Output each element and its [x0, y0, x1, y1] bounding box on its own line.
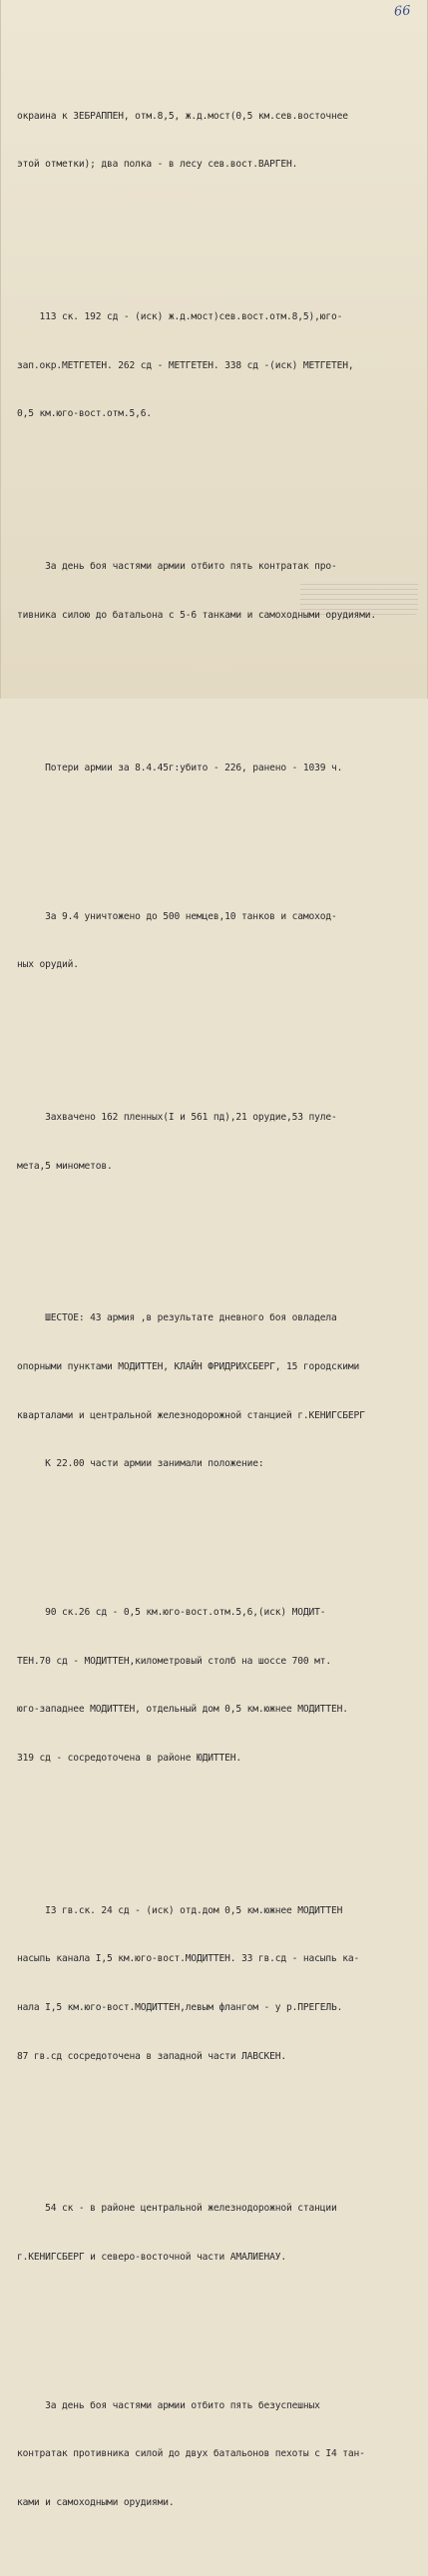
text-line: опорными пунктами МОДИТТЕН, КЛАЙН ФРИДРИХСБЕРГ, 15 городскими	[17, 1361, 360, 1373]
paragraph-11	[17, 2365, 418, 2543]
text-line: ных орудий.	[17, 959, 79, 971]
text-line: I3 гв.ск. 24 сд - (иск) отд.дом 0,5 км.южнее МОДИТТЕН	[17, 1904, 343, 1916]
text-line: г.КЕНИГСБЕРГ и северо-восточной части АМАЛИЕНАУ.	[17, 2252, 287, 2264]
text-line: Захвачено 162 пленных(I и 561 пд),21 орудие,53 пуле-	[17, 1112, 337, 1123]
text-line: юго-западнее МОДИТТЕН, отдельный дом 0,5 км.южнее МОДИТТЕН.	[17, 1704, 348, 1716]
paragraph-7	[17, 1279, 418, 1505]
text-line: ТЕН.70 сд - МОДИТТЕН,километровый столб на шоссе 700 мт.	[17, 1655, 332, 1667]
text-line: Потери армии за 8.4.45г:убито - 226, ранено - 1039 ч.	[17, 762, 343, 773]
text-line: 319 сд - сосредоточена в районе ЮДИТТЕН.	[17, 1752, 242, 1764]
paragraph-8	[17, 1573, 418, 1800]
paragraph-3	[17, 527, 418, 657]
text-line: окраина к ЗЕБРАППЕН, отм.8,5, ж.д.мост(0,5 км.сев.восточнее	[17, 110, 348, 122]
text-line: тивника силою до батальона с 5-6 танками и самоходными орудиями.	[17, 609, 377, 621]
page-number: 66	[393, 3, 412, 20]
text-line: мета,5 минометов.	[17, 1160, 113, 1172]
paragraph-9	[17, 1870, 418, 2097]
text-line: 54 ск - в районе центральной железнодорожной станции	[17, 2203, 337, 2215]
text-line: ШЕСТОЕ: 43 армия ,в результате дневного боя овладела	[17, 1312, 337, 1324]
paragraph-2	[17, 277, 418, 455]
paragraph-6	[17, 1078, 418, 1208]
text-line: 87 гв.сд сосредоточена в западной части ЛАВСКЕН.	[17, 2050, 287, 2062]
text-line: К 22.00 части армии занимали положение:	[17, 1458, 264, 1470]
text-line: За день боя частями армии отбито пять безуспешных	[17, 2399, 320, 2411]
paragraph-10	[17, 2169, 418, 2299]
text-line: кварталами и центральной железнодорожной станцией г.КЕНИГСБЕРГ	[17, 1409, 365, 1421]
text-line: За 9.4 уничтожено до 500 немцев,10 танков и самоход-	[17, 910, 337, 922]
text-line: этой отметки); два полка - в лесу сев.вост.ВАРГЕН.	[17, 159, 298, 171]
text-line: 90 ск.26 сд - 0,5 км.юго-вост.отм.5,6,(иск) МОДИТ-	[17, 1607, 326, 1619]
paragraph-1	[17, 76, 418, 206]
paragraph-4	[17, 728, 418, 808]
text-line: контратак противника силой до двух батальонов пехоты с I4 тан-	[17, 2448, 365, 2460]
text-line: ками и самоходными орудиями.	[17, 2497, 175, 2509]
text-line: насыпь канала I,5 км.юго-вост.МОДИТТЕН. 33 гв.сд - насыпь ка-	[17, 1953, 360, 1965]
paragraph-5	[17, 876, 418, 1006]
text-line: 113 ск. 192 сд - (иск) ж.д.мост)сев.вост.отм.8,5),юго-	[17, 311, 343, 323]
text-line: 0,5 км.юго-вост.отм.5,6.	[17, 408, 153, 420]
text-line: За день боя частями армии отбито пять контратак про-	[17, 561, 337, 573]
text-line: нала I,5 км.юго-вост.МОДИТТЕН,левым флангом - у р.ПРЕГЕЛЬ.	[17, 2001, 343, 2013]
text-line: зап.окр.МЕТГЕТЕН. 262 сд - МЕТГЕТЕН. 338 сд -(иск) МЕТГЕТЕН,	[17, 359, 354, 371]
document-body	[17, 44, 418, 2576]
